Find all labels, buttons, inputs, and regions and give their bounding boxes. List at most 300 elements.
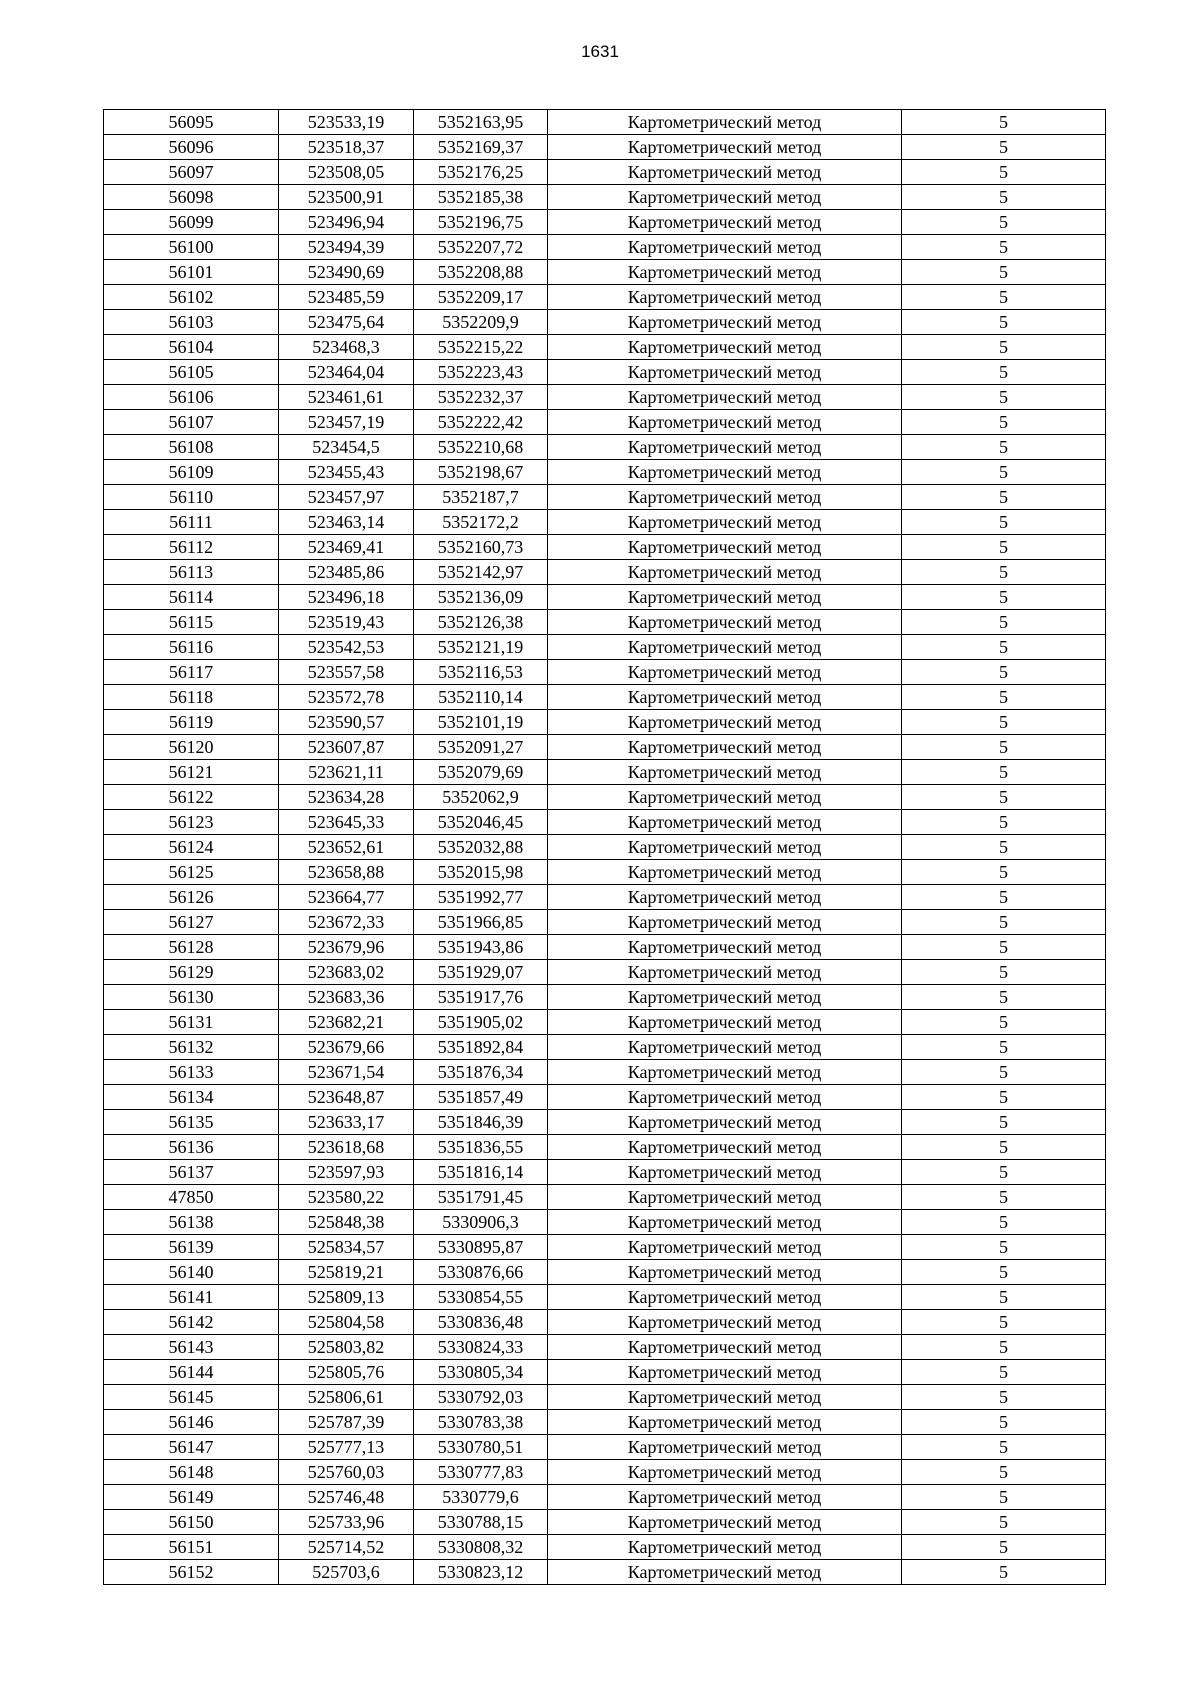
accuracy-cell: 5 — [902, 1510, 1106, 1535]
method-cell: Картометрический метод — [548, 760, 902, 785]
point-number-cell: 56107 — [104, 410, 279, 435]
point-number-cell: 56132 — [104, 1035, 279, 1060]
method-cell: Картометрический метод — [548, 110, 902, 135]
x-coordinate-cell: 525803,82 — [279, 1335, 414, 1360]
point-number-cell: 56151 — [104, 1535, 279, 1560]
y-coordinate-cell: 5352032,88 — [414, 835, 548, 860]
method-cell: Картометрический метод — [548, 1535, 902, 1560]
table-row — [104, 635, 1106, 660]
point-number-cell: 56095 — [104, 110, 279, 135]
table-row — [104, 1110, 1106, 1135]
accuracy-cell: 5 — [902, 1210, 1106, 1235]
method-cell: Картометрический метод — [548, 1435, 902, 1460]
point-number-cell: 56147 — [104, 1435, 279, 1460]
y-coordinate-cell: 5351892,84 — [414, 1035, 548, 1060]
point-number-cell: 56138 — [104, 1210, 279, 1235]
point-number-cell: 56152 — [104, 1560, 279, 1585]
y-coordinate-cell: 5352160,73 — [414, 535, 548, 560]
method-cell: Картометрический метод — [548, 435, 902, 460]
x-coordinate-cell: 523485,86 — [279, 560, 414, 585]
accuracy-cell: 5 — [902, 535, 1106, 560]
method-cell: Картометрический метод — [548, 685, 902, 710]
point-number-cell: 56110 — [104, 485, 279, 510]
x-coordinate-cell: 523475,64 — [279, 310, 414, 335]
point-number-cell: 56119 — [104, 710, 279, 735]
accuracy-cell: 5 — [902, 685, 1106, 710]
x-coordinate-cell: 523496,18 — [279, 585, 414, 610]
point-number-cell: 56113 — [104, 560, 279, 585]
point-number-cell: 56112 — [104, 535, 279, 560]
y-coordinate-cell: 5330805,34 — [414, 1360, 548, 1385]
accuracy-cell: 5 — [902, 210, 1106, 235]
x-coordinate-cell: 525805,76 — [279, 1360, 414, 1385]
point-number-cell: 56105 — [104, 360, 279, 385]
x-coordinate-cell: 525848,38 — [279, 1210, 414, 1235]
table-row — [104, 1560, 1106, 1585]
method-cell: Картометрический метод — [548, 710, 902, 735]
table-row — [104, 1160, 1106, 1185]
method-cell: Картометрический метод — [548, 135, 902, 160]
accuracy-cell: 5 — [902, 810, 1106, 835]
x-coordinate-cell: 523455,43 — [279, 460, 414, 485]
x-coordinate-cell: 523618,68 — [279, 1135, 414, 1160]
method-cell: Картометрический метод — [548, 1060, 902, 1085]
method-cell: Картометрический метод — [548, 1360, 902, 1385]
point-number-cell: 56101 — [104, 260, 279, 285]
accuracy-cell: 5 — [902, 910, 1106, 935]
method-cell: Картометрический метод — [548, 460, 902, 485]
table-row — [104, 1060, 1106, 1085]
y-coordinate-cell: 5352209,9 — [414, 310, 548, 335]
table-row — [104, 1435, 1106, 1460]
method-cell: Картометрический метод — [548, 1460, 902, 1485]
accuracy-cell: 5 — [902, 435, 1106, 460]
method-cell: Картометрический метод — [548, 1010, 902, 1035]
table-row — [104, 360, 1106, 385]
y-coordinate-cell: 5330808,32 — [414, 1535, 548, 1560]
y-coordinate-cell: 5351905,02 — [414, 1010, 548, 1035]
table-row — [104, 1135, 1106, 1160]
y-coordinate-cell: 5352210,68 — [414, 435, 548, 460]
method-cell: Картометрический метод — [548, 1135, 902, 1160]
accuracy-cell: 5 — [902, 1410, 1106, 1435]
accuracy-cell: 5 — [902, 785, 1106, 810]
point-number-cell: 56121 — [104, 760, 279, 785]
x-coordinate-cell: 523572,78 — [279, 685, 414, 710]
coordinates-table — [103, 109, 1106, 1585]
table-row — [104, 1310, 1106, 1335]
point-number-cell: 56104 — [104, 335, 279, 360]
x-coordinate-cell: 523683,02 — [279, 960, 414, 985]
y-coordinate-cell: 5352176,25 — [414, 160, 548, 185]
x-coordinate-cell: 523683,36 — [279, 985, 414, 1010]
x-coordinate-cell: 523679,96 — [279, 935, 414, 960]
point-number-cell: 56148 — [104, 1460, 279, 1485]
y-coordinate-cell: 5351917,76 — [414, 985, 548, 1010]
point-number-cell: 56120 — [104, 735, 279, 760]
method-cell: Картометрический метод — [548, 1235, 902, 1260]
point-number-cell: 56126 — [104, 885, 279, 910]
point-number-cell: 56136 — [104, 1135, 279, 1160]
point-number-cell: 56108 — [104, 435, 279, 460]
point-number-cell: 56118 — [104, 685, 279, 710]
point-number-cell: 56100 — [104, 235, 279, 260]
point-number-cell: 47850 — [104, 1185, 279, 1210]
y-coordinate-cell: 5330854,55 — [414, 1285, 548, 1310]
table-row — [104, 935, 1106, 960]
point-number-cell: 56145 — [104, 1385, 279, 1410]
accuracy-cell: 5 — [902, 610, 1106, 635]
point-number-cell: 56137 — [104, 1160, 279, 1185]
method-cell: Картометрический метод — [548, 510, 902, 535]
method-cell: Картометрический метод — [548, 835, 902, 860]
x-coordinate-cell: 523485,59 — [279, 285, 414, 310]
method-cell: Картометрический метод — [548, 185, 902, 210]
accuracy-cell: 5 — [902, 1560, 1106, 1585]
method-cell: Картометрический метод — [548, 385, 902, 410]
y-coordinate-cell: 5330895,87 — [414, 1235, 548, 1260]
x-coordinate-cell: 523469,41 — [279, 535, 414, 560]
accuracy-cell: 5 — [902, 760, 1106, 785]
accuracy-cell: 5 — [902, 885, 1106, 910]
method-cell: Картометрический метод — [548, 1160, 902, 1185]
y-coordinate-cell: 5352126,38 — [414, 610, 548, 635]
method-cell: Картометрический метод — [548, 310, 902, 335]
accuracy-cell: 5 — [902, 1185, 1106, 1210]
table-row — [104, 335, 1106, 360]
x-coordinate-cell: 525714,52 — [279, 1535, 414, 1560]
accuracy-cell: 5 — [902, 360, 1106, 385]
point-number-cell: 56114 — [104, 585, 279, 610]
y-coordinate-cell: 5352198,67 — [414, 460, 548, 485]
table-row — [104, 560, 1106, 585]
y-coordinate-cell: 5351836,55 — [414, 1135, 548, 1160]
y-coordinate-cell: 5330779,6 — [414, 1485, 548, 1510]
x-coordinate-cell: 523542,53 — [279, 635, 414, 660]
y-coordinate-cell: 5352222,42 — [414, 410, 548, 435]
table-row — [104, 810, 1106, 835]
method-cell: Картометрический метод — [548, 1410, 902, 1435]
y-coordinate-cell: 5352232,37 — [414, 385, 548, 410]
method-cell: Картометрический метод — [548, 810, 902, 835]
accuracy-cell: 5 — [902, 1310, 1106, 1335]
point-number-cell: 56140 — [104, 1260, 279, 1285]
accuracy-cell: 5 — [902, 1235, 1106, 1260]
accuracy-cell: 5 — [902, 735, 1106, 760]
x-coordinate-cell: 525746,48 — [279, 1485, 414, 1510]
y-coordinate-cell: 5352116,53 — [414, 660, 548, 685]
x-coordinate-cell: 523490,69 — [279, 260, 414, 285]
table-row — [104, 210, 1106, 235]
accuracy-cell: 5 — [902, 1460, 1106, 1485]
accuracy-cell: 5 — [902, 510, 1106, 535]
table-row — [104, 1535, 1106, 1560]
table-row — [104, 585, 1106, 610]
y-coordinate-cell: 5352101,19 — [414, 710, 548, 735]
table-row — [104, 1260, 1106, 1285]
table-row — [104, 960, 1106, 985]
x-coordinate-cell: 523533,19 — [279, 110, 414, 135]
table-row — [104, 885, 1106, 910]
x-coordinate-cell: 523461,61 — [279, 385, 414, 410]
x-coordinate-cell: 523463,14 — [279, 510, 414, 535]
accuracy-cell: 5 — [902, 1485, 1106, 1510]
accuracy-cell: 5 — [902, 1085, 1106, 1110]
point-number-cell: 56117 — [104, 660, 279, 685]
table-row — [104, 485, 1106, 510]
table-row — [104, 435, 1106, 460]
y-coordinate-cell: 5351876,34 — [414, 1060, 548, 1085]
method-cell: Картометрический метод — [548, 210, 902, 235]
method-cell: Картометрический метод — [548, 985, 902, 1010]
y-coordinate-cell: 5351966,85 — [414, 910, 548, 935]
y-coordinate-cell: 5352208,88 — [414, 260, 548, 285]
x-coordinate-cell: 523671,54 — [279, 1060, 414, 1085]
point-number-cell: 56129 — [104, 960, 279, 985]
accuracy-cell: 5 — [902, 985, 1106, 1010]
point-number-cell: 56131 — [104, 1010, 279, 1035]
accuracy-cell: 5 — [902, 1035, 1106, 1060]
method-cell: Картометрический метод — [548, 1335, 902, 1360]
table-row — [104, 710, 1106, 735]
y-coordinate-cell: 5352172,2 — [414, 510, 548, 535]
x-coordinate-cell: 523645,33 — [279, 810, 414, 835]
x-coordinate-cell: 525819,21 — [279, 1260, 414, 1285]
table-row — [104, 510, 1106, 535]
accuracy-cell: 5 — [902, 1385, 1106, 1410]
table-row — [104, 985, 1106, 1010]
table-row — [104, 610, 1106, 635]
table-row — [104, 860, 1106, 885]
method-cell: Картометрический метод — [548, 785, 902, 810]
point-number-cell: 56128 — [104, 935, 279, 960]
method-cell: Картометрический метод — [548, 1035, 902, 1060]
table-row — [104, 1510, 1106, 1535]
x-coordinate-cell: 523597,93 — [279, 1160, 414, 1185]
accuracy-cell: 5 — [902, 1260, 1106, 1285]
y-coordinate-cell: 5352062,9 — [414, 785, 548, 810]
point-number-cell: 56116 — [104, 635, 279, 660]
x-coordinate-cell: 523607,87 — [279, 735, 414, 760]
point-number-cell: 56109 — [104, 460, 279, 485]
method-cell: Картометрический метод — [548, 960, 902, 985]
accuracy-cell: 5 — [902, 710, 1106, 735]
table-row — [104, 135, 1106, 160]
table-row — [104, 310, 1106, 335]
y-coordinate-cell: 5352169,37 — [414, 135, 548, 160]
accuracy-cell: 5 — [902, 960, 1106, 985]
page-number: 1631 — [581, 42, 619, 61]
method-cell: Картометрический метод — [548, 235, 902, 260]
y-coordinate-cell: 5351791,45 — [414, 1185, 548, 1210]
y-coordinate-cell: 5351816,14 — [414, 1160, 548, 1185]
accuracy-cell: 5 — [902, 935, 1106, 960]
point-number-cell: 56098 — [104, 185, 279, 210]
table-row — [104, 660, 1106, 685]
x-coordinate-cell: 523633,17 — [279, 1110, 414, 1135]
table-row — [104, 1035, 1106, 1060]
method-cell: Картометрический метод — [548, 1310, 902, 1335]
x-coordinate-cell: 525804,58 — [279, 1310, 414, 1335]
x-coordinate-cell: 523508,05 — [279, 160, 414, 185]
table-row — [104, 1460, 1106, 1485]
x-coordinate-cell: 523457,97 — [279, 485, 414, 510]
point-number-cell: 56123 — [104, 810, 279, 835]
point-number-cell: 56142 — [104, 1310, 279, 1335]
x-coordinate-cell: 523468,3 — [279, 335, 414, 360]
y-coordinate-cell: 5352091,27 — [414, 735, 548, 760]
method-cell: Картометрический метод — [548, 285, 902, 310]
point-number-cell: 56150 — [104, 1510, 279, 1535]
x-coordinate-cell: 525834,57 — [279, 1235, 414, 1260]
x-coordinate-cell: 523682,21 — [279, 1010, 414, 1035]
x-coordinate-cell: 523672,33 — [279, 910, 414, 935]
y-coordinate-cell: 5351857,49 — [414, 1085, 548, 1110]
table-row — [104, 410, 1106, 435]
table-row — [104, 285, 1106, 310]
x-coordinate-cell: 523518,37 — [279, 135, 414, 160]
accuracy-cell: 5 — [902, 110, 1106, 135]
point-number-cell: 56141 — [104, 1285, 279, 1310]
accuracy-cell: 5 — [902, 1060, 1106, 1085]
y-coordinate-cell: 5330783,38 — [414, 1410, 548, 1435]
x-coordinate-cell: 523454,5 — [279, 435, 414, 460]
method-cell: Картометрический метод — [548, 635, 902, 660]
y-coordinate-cell: 5330792,03 — [414, 1385, 548, 1410]
point-number-cell: 56111 — [104, 510, 279, 535]
table-row — [104, 385, 1106, 410]
method-cell: Картометрический метод — [548, 1210, 902, 1235]
method-cell: Картометрический метод — [548, 735, 902, 760]
accuracy-cell: 5 — [902, 1435, 1106, 1460]
table-row — [104, 685, 1106, 710]
point-number-cell: 56097 — [104, 160, 279, 185]
y-coordinate-cell: 5351929,07 — [414, 960, 548, 985]
x-coordinate-cell: 523519,43 — [279, 610, 414, 635]
point-number-cell: 56099 — [104, 210, 279, 235]
method-cell: Картометрический метод — [548, 1260, 902, 1285]
point-number-cell: 56125 — [104, 860, 279, 885]
method-cell: Картометрический метод — [548, 885, 902, 910]
accuracy-cell: 5 — [902, 1335, 1106, 1360]
method-cell: Картометрический метод — [548, 610, 902, 635]
x-coordinate-cell: 523496,94 — [279, 210, 414, 235]
table-row — [104, 1485, 1106, 1510]
method-cell: Картометрический метод — [548, 1185, 902, 1210]
accuracy-cell: 5 — [902, 285, 1106, 310]
y-coordinate-cell: 5330777,83 — [414, 1460, 548, 1485]
y-coordinate-cell: 5330836,48 — [414, 1310, 548, 1335]
coordinates-table-body — [104, 110, 1106, 1585]
x-coordinate-cell: 525787,39 — [279, 1410, 414, 1435]
point-number-cell: 56115 — [104, 610, 279, 635]
point-number-cell: 56127 — [104, 910, 279, 935]
y-coordinate-cell: 5352196,75 — [414, 210, 548, 235]
method-cell: Картометрический метод — [548, 935, 902, 960]
point-number-cell: 56103 — [104, 310, 279, 335]
accuracy-cell: 5 — [902, 385, 1106, 410]
table-row — [104, 460, 1106, 485]
accuracy-cell: 5 — [902, 160, 1106, 185]
accuracy-cell: 5 — [902, 1285, 1106, 1310]
x-coordinate-cell: 523648,87 — [279, 1085, 414, 1110]
y-coordinate-cell: 5352207,72 — [414, 235, 548, 260]
y-coordinate-cell: 5352209,17 — [414, 285, 548, 310]
y-coordinate-cell: 5352163,95 — [414, 110, 548, 135]
x-coordinate-cell: 523634,28 — [279, 785, 414, 810]
x-coordinate-cell: 523457,19 — [279, 410, 414, 435]
point-number-cell: 56122 — [104, 785, 279, 810]
method-cell: Картометрический метод — [548, 660, 902, 685]
method-cell: Картометрический метод — [548, 1110, 902, 1135]
method-cell: Картометрический метод — [548, 560, 902, 585]
table-row — [104, 235, 1106, 260]
y-coordinate-cell: 5352015,98 — [414, 860, 548, 885]
method-cell: Картометрический метод — [548, 910, 902, 935]
y-coordinate-cell: 5352142,97 — [414, 560, 548, 585]
accuracy-cell: 5 — [902, 460, 1106, 485]
accuracy-cell: 5 — [902, 835, 1106, 860]
x-coordinate-cell: 525760,03 — [279, 1460, 414, 1485]
x-coordinate-cell: 525733,96 — [279, 1510, 414, 1535]
method-cell: Картометрический метод — [548, 860, 902, 885]
accuracy-cell: 5 — [902, 310, 1106, 335]
point-number-cell: 56135 — [104, 1110, 279, 1135]
y-coordinate-cell: 5352121,19 — [414, 635, 548, 660]
table-row — [104, 760, 1106, 785]
x-coordinate-cell: 523590,57 — [279, 710, 414, 735]
x-coordinate-cell: 523557,58 — [279, 660, 414, 685]
accuracy-cell: 5 — [902, 1535, 1106, 1560]
accuracy-cell: 5 — [902, 260, 1106, 285]
table-row — [104, 1335, 1106, 1360]
method-cell: Картометрический метод — [548, 1085, 902, 1110]
table-row — [104, 1210, 1106, 1235]
method-cell: Картометрический метод — [548, 160, 902, 185]
method-cell: Картометрический метод — [548, 335, 902, 360]
table-row — [104, 185, 1106, 210]
accuracy-cell: 5 — [902, 410, 1106, 435]
x-coordinate-cell: 525809,13 — [279, 1285, 414, 1310]
method-cell: Картометрический метод — [548, 1485, 902, 1510]
point-number-cell: 56130 — [104, 985, 279, 1010]
point-number-cell: 56102 — [104, 285, 279, 310]
method-cell: Картометрический метод — [548, 485, 902, 510]
x-coordinate-cell: 525703,6 — [279, 1560, 414, 1585]
method-cell: Картометрический метод — [548, 410, 902, 435]
y-coordinate-cell: 5330780,51 — [414, 1435, 548, 1460]
accuracy-cell: 5 — [902, 485, 1106, 510]
accuracy-cell: 5 — [902, 585, 1106, 610]
point-number-cell: 56134 — [104, 1085, 279, 1110]
table-row — [104, 910, 1106, 935]
y-coordinate-cell: 5330788,15 — [414, 1510, 548, 1535]
y-coordinate-cell: 5352136,09 — [414, 585, 548, 610]
y-coordinate-cell: 5330824,33 — [414, 1335, 548, 1360]
point-number-cell: 56143 — [104, 1335, 279, 1360]
table-row — [104, 835, 1106, 860]
table-row — [104, 1010, 1106, 1035]
table-row — [104, 1385, 1106, 1410]
point-number-cell: 56144 — [104, 1360, 279, 1385]
table-row — [104, 1285, 1106, 1310]
point-number-cell: 56106 — [104, 385, 279, 410]
method-cell: Картометрический метод — [548, 260, 902, 285]
accuracy-cell: 5 — [902, 135, 1106, 160]
y-coordinate-cell: 5352215,22 — [414, 335, 548, 360]
x-coordinate-cell: 523580,22 — [279, 1185, 414, 1210]
x-coordinate-cell: 523494,39 — [279, 235, 414, 260]
